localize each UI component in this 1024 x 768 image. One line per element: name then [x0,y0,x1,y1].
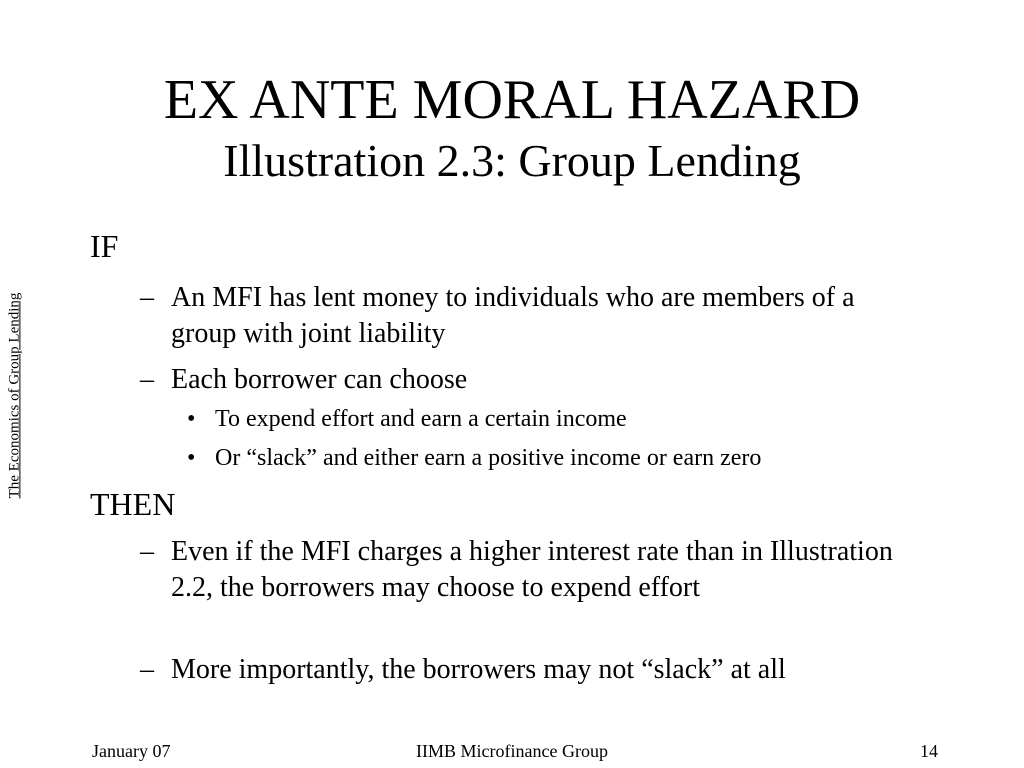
list-item-text: Each borrower can choose [171,364,468,395]
dash-marker: – [140,282,154,313]
bullet-marker: • [187,406,196,432]
bullet-marker: • [187,445,196,471]
sub-list-item [187,443,947,473]
footer-organization: IIMB Microfinance Group [416,741,608,761]
sub-list-item-text: Or “slack” and either earn a positive income or earn zero [215,445,762,471]
list-item-text: More importantly, the borrowers may not “slack” at all [171,654,786,685]
list-item-text: An MFI has lent money to individuals who are members of a group with joint liability [171,282,855,349]
list-item [140,362,920,398]
sub-list-item [187,404,947,434]
dash-marker: – [140,536,154,567]
list-item [140,534,920,606]
dash-marker: – [140,654,154,685]
footer-page-number: 14 [920,741,938,761]
sub-list-item-text: To expend effort and earn a certain income [215,406,627,432]
list-item-text: Even if the MFI charges a higher interest rate than in Illustration 2.2, the borrowers may choose to expend effort [171,536,893,603]
slide-subtitle: Illustration 2.3: Group Lending [223,135,801,186]
footer-date: January 07 [92,741,171,761]
dash-marker: – [140,364,154,395]
side-label-text: The Economics of Group Lending [6,292,23,498]
slide-title: EX ANTE MORAL HAZARD [163,69,861,131]
then-heading: THEN [90,486,176,522]
list-item [140,280,920,352]
list-item [140,652,920,688]
if-heading: IF [90,228,119,264]
